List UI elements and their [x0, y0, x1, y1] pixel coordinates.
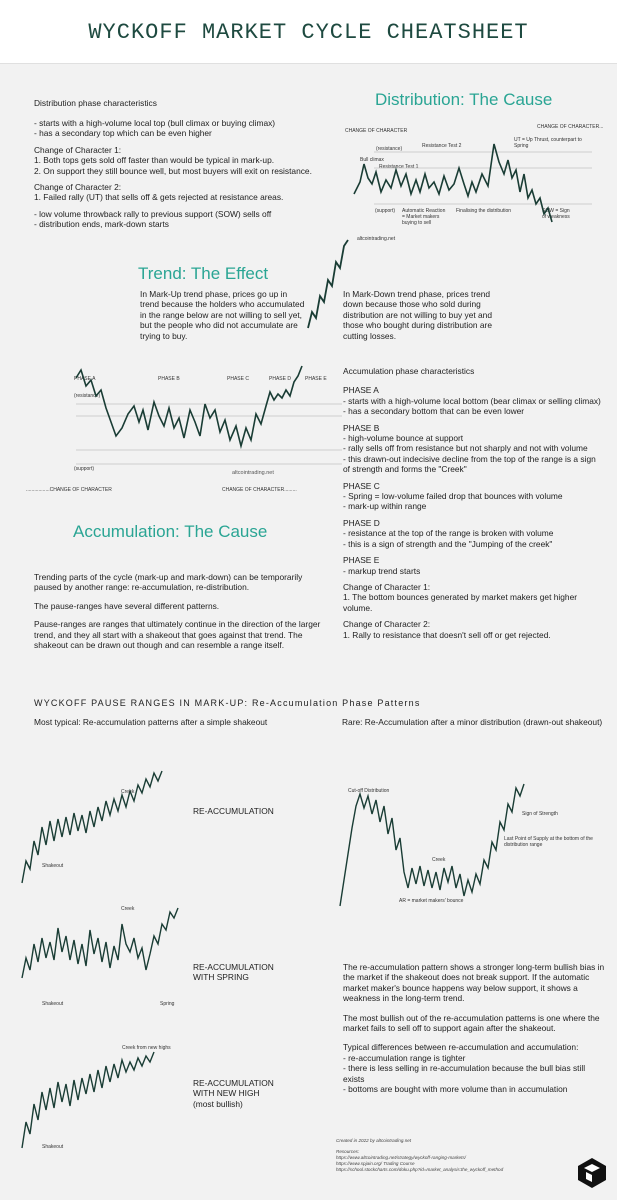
cycle-paragraph: Pause-ranges are ranges that ultimately continue in the direction of the larger trend, and they all start with a shakeout that goes against that trend. The shakeout can be drawn out though and can resemble a range itself.: [34, 619, 323, 651]
footer-link[interactable]: https://www.altcointrading.net/strategy/wyckoff-ranging-markets/: [336, 1155, 466, 1160]
r2-label-line: WITH SPRING: [193, 972, 249, 983]
markup-price-line: [308, 240, 348, 328]
accumulation-chart: [76, 366, 346, 481]
acc-line: - this drawn-out indecisive decline from the top of the range is a sign of strength and forms the "Creek": [343, 453, 599, 475]
distribution-chart-heading: Distribution: The Cause: [375, 90, 553, 109]
acc-coc-right-text: CHANGE OF CHARACTER: [222, 487, 285, 493]
acc-line: Change of Character 1:: [343, 581, 431, 592]
r4-lps-label: Last Point of Supply at the bottom of the distribution range: [504, 836, 593, 848]
dist-line: - distribution ends, mark-down starts: [34, 219, 169, 230]
acc-line: PHASE E: [343, 555, 380, 566]
acc-line: - markup trend starts: [343, 565, 421, 576]
acc-line: - rally sells off from resistance but not sharply and not with volume: [343, 443, 588, 454]
phase-b-label: PHASE B: [158, 376, 180, 382]
dist-support-label: (support): [375, 208, 396, 214]
reaccumulation-new-high-price-line: [22, 1052, 154, 1148]
reaccumulation-spring-chart: [22, 908, 222, 988]
reacc-paragraph: The most bullish out of the re-accumulation patterns is one where the market fails to sell off to support again after the shakeout.: [343, 1012, 602, 1034]
acc-support-label: (support): [74, 466, 95, 472]
footer-link[interactable]: https://www.spjain.org/ Trading Course: [336, 1161, 415, 1166]
acc-coc-left: .................CHANGE OF CHARACTER: [26, 487, 112, 493]
acc-line: - starts with a high-volume local bottom (bear climax or selling climax): [343, 395, 601, 406]
r1-label: RE-ACCUMULATION: [193, 806, 274, 816]
dist-line: - low volume throwback rally to previous support (SOW) sells off: [34, 208, 272, 219]
acc-watermark: altcointrading.net: [232, 470, 274, 476]
cycle-paragraph: The pause-ranges have several different patterns.: [34, 600, 220, 611]
r1-shakeout-label: Shakeout: [42, 863, 64, 869]
acc-line: PHASE C: [343, 480, 380, 491]
r2-shakeout-label: Shakeout: [42, 1001, 64, 1007]
markup-trend-line: [308, 240, 348, 340]
page-title: WYCKOFF MARKET CYCLE CHEATSHEET: [88, 20, 529, 45]
dist-bull-climax-label: Bull climax: [360, 157, 384, 163]
dist-ut-label: UT = Up Thrust, counterpart to Spring: [514, 137, 582, 149]
acc-line: PHASE D: [343, 517, 380, 528]
acc-heading: Accumulation phase characteristics: [343, 366, 475, 376]
acc-line: - resistance at the top of the range is broken with volume: [343, 528, 554, 539]
r4-cutoff-label: Cut-off Distribution: [348, 788, 390, 794]
dist-line: 1. Failed rally (UT) that sells off & gets rejected at resistance areas.: [34, 192, 284, 203]
phase-a-label: PHASE A: [74, 376, 96, 382]
distribution-chart: [354, 134, 594, 234]
r3-label-line: (most bullish): [193, 1098, 243, 1109]
trend-heading: Trend: The Effect: [138, 264, 269, 283]
acc-line: - high-volume bounce at support: [343, 433, 464, 444]
distribution-price-line: [354, 144, 552, 222]
reaccumulation-distribution-chart: [340, 784, 530, 914]
pause-right-subheading: Rare: Re-Accumulation after a minor distribution (drawn-out shakeout): [342, 717, 603, 727]
accumulation-text-block: [343, 366, 605, 640]
footer-resources: Resources:: [336, 1149, 360, 1154]
r3-shakeout-label: Shakeout: [42, 1144, 64, 1150]
r4-ar-label: AR = market makers' bounce: [399, 898, 464, 904]
acc-line: Change of Character 2:: [343, 619, 431, 630]
r4-creek-label: Creek: [432, 857, 446, 863]
reaccumulation-distribution-price-line: [340, 784, 524, 906]
pause-ranges-heading: WYCKOFF PAUSE RANGES IN MARK-UP: Re-Accumulation Phase Patterns: [34, 698, 421, 708]
phase-e-label: PHASE E: [305, 376, 327, 382]
acc-line: - has a secondary bottom that can be even lower: [343, 406, 525, 417]
dist-line: - starts with a high-volume local top (bull climax or buying climax): [34, 118, 276, 128]
acc-line: PHASE A: [343, 385, 379, 396]
footer-created: Created in 2022 by altcointrading.net: [336, 1138, 412, 1143]
reacc-paragraph: Typical differences between re-accumulation and accumulation: - re-accumulation range is tighter - there is less selling in re-accumulation because the bull bias still exists - bottoms are bought with more volume than in accumulation: [343, 1042, 586, 1095]
acc-line: 1. The bottom bounces generated by market makers get higher volume.: [343, 592, 580, 613]
r1-creek-label: Creek: [121, 789, 135, 795]
dist-finalising-label: Finalising the distribution: [456, 208, 512, 214]
markup-text: In Mark-Up trend phase, prices go up in trend because the holders who accumulated in the range below are not willing to sell yet, but the people who did not accumulate are trying to buy.: [140, 289, 307, 341]
cycle-text-block: [34, 572, 324, 650]
acc-coc-left-text: CHANGE OF CHARACTER: [49, 487, 112, 493]
markdown-text: In Mark-Down trend phase, prices trend down because those who sold during distribution are not willing to buy yet and those who bought during distribution are cutting losses.: [343, 289, 495, 341]
logo-icon: [578, 1158, 606, 1188]
acc-resistance-label: (resistance): [74, 393, 101, 399]
dist-line: - has a secondary top which can be even higher: [34, 128, 212, 139]
distribution-heading: Distribution phase characteristics: [34, 98, 157, 108]
dist-line: 1. Both tops gets sold off faster than would be typical in mark-up.: [34, 155, 275, 166]
r3-label-line: RE-ACCUMULATION: [193, 1078, 274, 1088]
r3-label-line: WITH NEW HIGH: [193, 1088, 260, 1099]
reacc-paragraph: The re-accumulation pattern shows a stronger long-term bullish bias in the market if the shakeout does not break support. If the automatic market maker's bounce happens way below support, it shows a weakness in the long-term trend.: [343, 962, 607, 1004]
phase-c-label: PHASE C: [227, 376, 249, 382]
accumulation-price-line: [76, 366, 302, 446]
reaccumulation-text-block: [343, 962, 605, 1094]
phase-d-label: PHASE D: [269, 376, 291, 382]
dist-rt1-label: Resistance Test 1: [379, 164, 419, 170]
dist-sow-label: SOW = Sign of weakness: [542, 208, 570, 220]
dist-resistance-label: (resistance): [376, 146, 403, 152]
r3-label: [193, 1078, 274, 1109]
dist-line: Change of Character 2:: [34, 182, 122, 193]
acc-line: - Spring = low-volume failed drop that bounces with volume: [343, 491, 563, 502]
acc-coc-right: CHANGE OF CHARACTER.........: [222, 487, 297, 493]
accumulation-chart-heading: Accumulation: The Cause: [73, 522, 268, 541]
r4-sos-label: Sign of Strength: [522, 811, 558, 817]
footer: [336, 1138, 576, 1173]
distribution-text-block: [34, 118, 334, 230]
dist-coc-right: CHANGE OF CHARACTER...: [537, 124, 604, 130]
reaccumulation-spring-price-line: [22, 908, 178, 978]
dist-line: 2. On support they still bounce well, but most buyers will exit on resistance.: [34, 165, 312, 176]
reaccumulation-chart: [22, 771, 182, 891]
r2-label: [193, 962, 274, 983]
acc-line: - mark-up within range: [343, 501, 427, 512]
pause-left-subheading: Most typical: Re-accumulation patterns after a simple shakeout: [34, 717, 268, 727]
r2-spring-label: Spring: [160, 1001, 175, 1007]
dist-line: Change of Character 1:: [34, 144, 122, 155]
dist-rt2-label: Resistance Test 2: [422, 143, 462, 149]
acc-line: 1. Rally to resistance that doesn't sell off or get rejected.: [343, 629, 551, 640]
dist-coc-left: CHANGE OF CHARACTER: [345, 128, 408, 134]
acc-line: PHASE B: [343, 422, 380, 433]
dist-ar-label: Automatic Reaction = Market makers buying to sell: [402, 208, 446, 226]
dist-watermark: altcointrading.net: [357, 236, 396, 242]
acc-line: - this is a sign of strength and the "Jumping of the creek": [343, 538, 553, 549]
r2-label-line: RE-ACCUMULATION: [193, 962, 274, 972]
r3-creek-label: Creek from new highs: [122, 1045, 171, 1051]
footer-link[interactable]: https://school.stockcharts.com/doku.php?id=market_analysis:the_wyckoff_method: [336, 1167, 504, 1172]
cycle-paragraph: Trending parts of the cycle (mark-up and mark-down) can be temporarily paused by another range: re-accumulation, re-distribution.: [34, 572, 305, 593]
r2-creek-label: Creek: [121, 906, 135, 912]
